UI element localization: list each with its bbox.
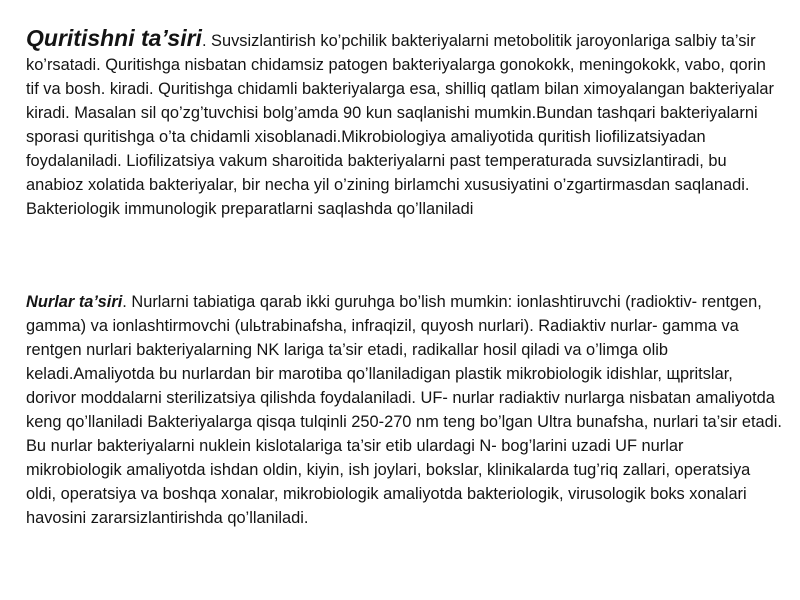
section-body-radiation: . Nurlarni tabiatiga qarab ikki guruhga bo’lish mumkin: ionlashtiruvchi (radioktiv- rentgen, gamma) va ionlashtirmovchi (ulьtrabinafsha, infraqizil, quyosh nurlari). Radiaktiv nurlar- gamma va rentgen nurlari bakteriyalarning NK lariga ta’sir etadi, radikallar hosil qiladi va o’limga olib keladi.Amaliyotda bu nurlardan bir marotiba qo’llaniladigan plastik mikrobiologik idishlar, щpritslar, dorivor moddalarni sterilizatsiya qilishda foydalaniladi. UF- nurlar radiaktiv nurlarga nisbatan amaliyotda keng qo’llaniladi Bakteriyalarga qisqa tulqinli 250-270 nm teng bo’lgan Ultra bunafsha, nurlari ta’sir etadi. Bu nurlar bakteriyalarni nuklein kislotalariga ta’sir etib ulardagi N- bog’larini uzadi UF nurlar mikrobiologik amaliyotda ishdan oldin, kiyin, ish joylari, bokslar, klinikalarda tug’riq zallari, operatsiya oldi, operatsiya va boshqa xonalar, mikrobiologik amaliyotda bakteriologik, virusologik boks xonalari havosini zararsizlantirishda qo’llaniladi. <box>26 293 782 527</box>
paragraph-radiation-effect <box>26 290 782 530</box>
paragraph-drying-effect <box>26 26 782 221</box>
section-body-drying: . Suvsizlantirish ko’pchilik bakteriyalarni metobolitik jaroyonlariga salbiy ta’sir ko’rsatadi. Quritishga nisbatan chidamsiz patogen bakteriyalarga gonokokk, meningokokk, vabo, qorin tif va bosh. kiradi. Quritishga chidamli bakteriyalarga esa, shilliq qatlam bilan ximoyalangan bakteriyalar kiradi. Masalan sil qo’zg’tuvchisi bolg’amda 90 kun saqlanishi mumkin.Bundan tashqari bakteriyalarni sporasi quritishga o’ta chidamli xisoblanadi.Mikrobiologiya amaliyotida quritish liofilizatsiyadan foydalaniladi. Liofilizatsiya vakum sharoitida bakteriyalarni past temperaturada suvsizlantiradi, bu anabioz xolatida bakteriyalar, bir necha yil o’zining birlamchi xususiyatini o’zgartirmasdan saqlanadi. Bakteriologik immunologik preparatlarni saqlashda qo’llaniladi <box>26 32 774 218</box>
section-title-drying: Quritishni ta’siri <box>26 25 202 51</box>
section-title-radiation: Nurlar ta’siri <box>26 293 123 311</box>
